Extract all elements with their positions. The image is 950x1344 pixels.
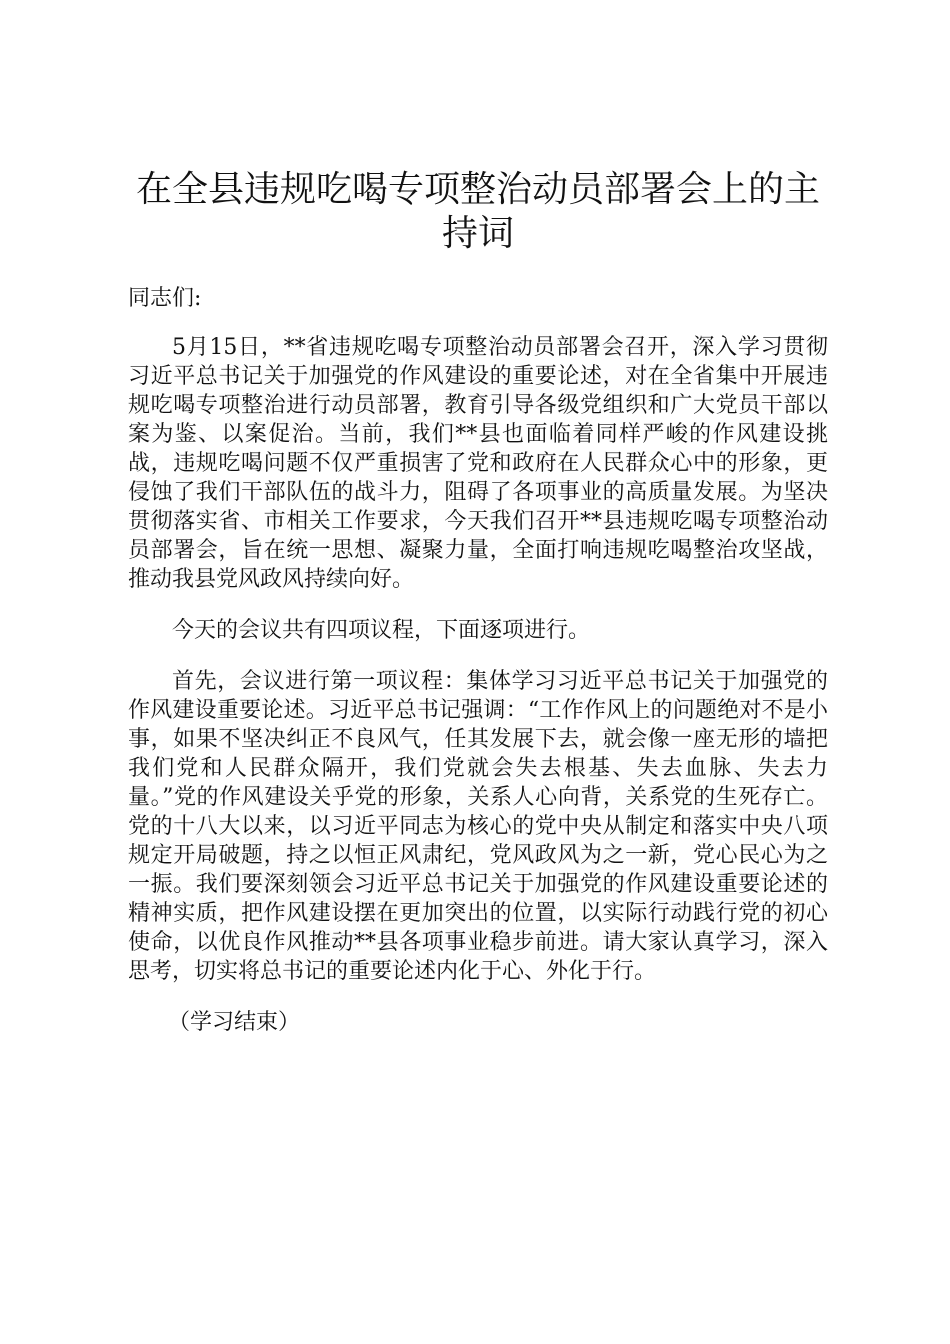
document-title: 在全县违规吃喝专项整治动员部署会上的主持词: [135, 169, 820, 254]
paragraph-agenda: 今天的会议共有四项议程，下面逐项进行。: [172, 618, 591, 643]
paragraph-first-item: 首先，会议进行第一项议程：集体学习习近平总书记关于加强党的作风建设重要论述。习近平总书记强调：“工作作风上的问题绝对不是小事，如果不坚决纠正不良风气，任其发展下去，就会像一座无形的墙把我们党和人民群众隔开，我们党就会失去根基、失去血脉、失去力量。”党的作风建设关乎党的形象，关系人心向背，关系党的生死存亡。党的十八大以来，以习近平同志为核心的党中央从制定和落实中央八项规定开局破题，持之以恒正风肃纪，党风政风为之一新，党心民心为之一振。我们要深刻领会习近平总书记关于加强党的作风建设重要论述的精神实质，把作风建设摆在更加突出的位置，以实际行动践行党的初心使命，以优良作风推动**县各项事业稳步前进。请大家认真学习，深入思考，切实将总书记的重要论述内化于心、外化于行。: [128, 669, 828, 984]
document-page: [128, 168, 828, 1037]
salutation: 同志们:: [128, 286, 202, 311]
closing-note: （学习结束）: [168, 1010, 301, 1035]
paragraph-opening: 5月15日，**省违规吃喝专项整治动员部署会召开，深入学习贯彻习近平总书记关于加强党的作风建设的重要论述，对在全省集中开展违规吃喝专项整治进行动员部署，教育引导各级党组织和广大党员干部以案为鉴、以案促治。当前，我们**县也面临着同样严峻的作风建设挑战，违规吃喝问题不仅严重损害了党和政府在人民群众心中的形象，更侵蚀了我们干部队伍的战斗力，阻碍了各项事业的高质量发展。为坚决贯彻落实省、市相关工作要求，今天我们召开**县违规吃喝专项整治动员部署会，旨在统一思想、凝聚力量，全面打响违规吃喝整治攻坚战，推动我县党风政风持续向好。: [128, 335, 828, 592]
